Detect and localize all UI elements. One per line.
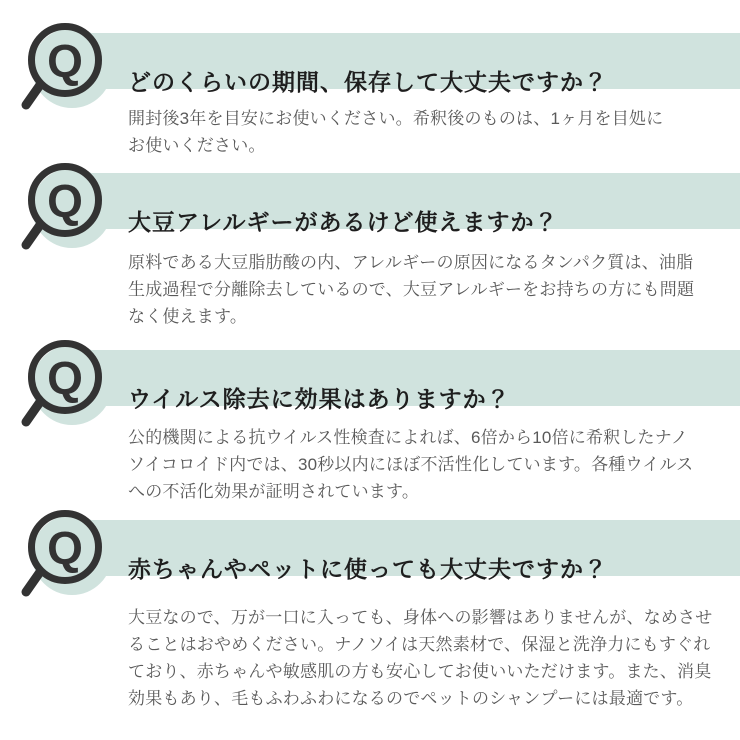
answer-line: なく使えます。 (128, 307, 248, 326)
magnifier-q-icon (16, 507, 120, 621)
answer-line: 大豆なので、万が一口に入っても、身体への影響はありませんが、なめさせ (128, 608, 713, 627)
q-letter: Q (47, 522, 83, 574)
magnifier-q-icon (16, 337, 120, 451)
answer-line: 原料である大豆脂肪酸の内、アレルギーの原因になるタンパク質は、油脂 (128, 253, 694, 272)
answer-line: ることはおやめください。ナノソイは天然素材で、保湿と洗浄力にもすぐれ (128, 635, 711, 654)
answer (128, 424, 722, 505)
question-title: 大豆アレルギーがあるけど使えますか？ (128, 208, 559, 235)
magnifier-handle (26, 572, 40, 592)
magnifier-q-icon (16, 20, 120, 134)
question-title: 赤ちゃんやペットに使っても大丈夫ですか？ (128, 555, 608, 582)
answer (128, 105, 722, 159)
answer-line: ソイコロイド内では、30秒以内にほぼ不活性化しています。各種ウイルス (128, 455, 694, 474)
question-title: どのくらいの期間、保存して大丈夫ですか？ (128, 68, 608, 95)
answer-line: への不活化効果が証明されています。 (128, 482, 420, 501)
question-title: ウイルス除去に効果はありますか？ (128, 385, 511, 412)
magnifier-handle (26, 402, 40, 422)
q-letter: Q (47, 35, 83, 87)
answer-line: 公的機関による抗ウイルス性検査によれば、6倍から10倍に希釈したナノ (128, 428, 688, 447)
magnifier-q-icon (16, 160, 120, 274)
answer-line: 生成過程で分離除去しているので、大豆アレルギーをお持ちの方にも問題 (128, 280, 695, 299)
answer (128, 604, 722, 712)
q-letter: Q (47, 175, 83, 227)
answer-line: ており、赤ちゃんや敏感肌の方も安心してお使いいただけます。また、消臭 (128, 662, 712, 681)
answer-line: お使いください。 (128, 136, 266, 155)
answer (128, 249, 722, 330)
magnifier-handle (26, 225, 40, 245)
magnifier-handle (26, 85, 40, 105)
answer-line: 開封後3年を目安にお使いください。希釈後のものは、1ヶ月を目処に (128, 109, 664, 128)
q-letter: Q (47, 352, 83, 404)
answer-line: 効果もあり、毛もふわふわになるのでペットのシャンプーには最適です。 (128, 689, 694, 708)
